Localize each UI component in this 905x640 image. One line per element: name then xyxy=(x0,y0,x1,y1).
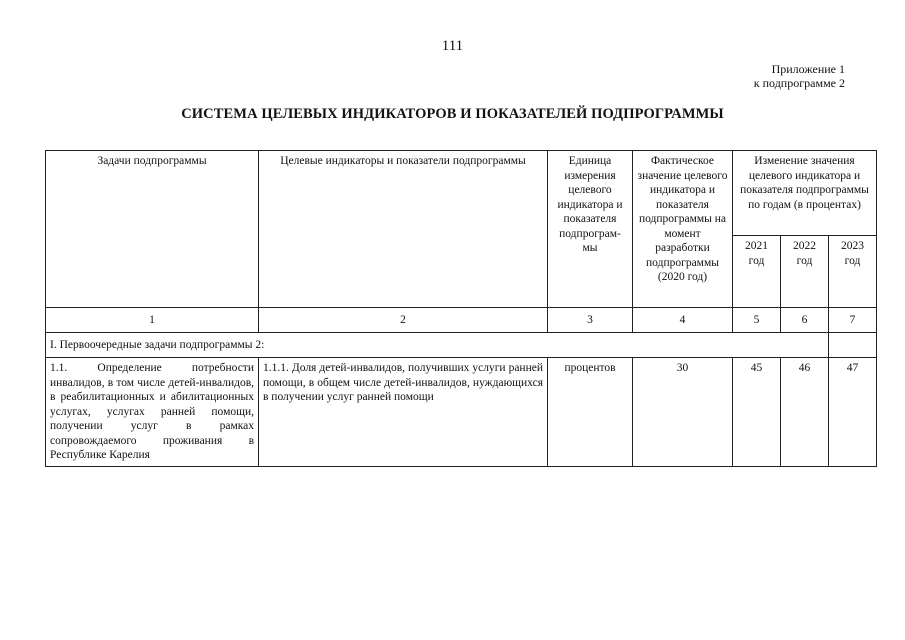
header-year-2023: 2023 год xyxy=(829,236,877,308)
header-change-by-year: Изменение значения целевого индикатора и показателя подпрограммы по годам (в процентах) xyxy=(733,151,877,236)
value-2023-cell: 47 xyxy=(829,358,877,467)
column-number: 3 xyxy=(548,308,633,333)
header-year-2022: 2022 год xyxy=(781,236,829,308)
column-number: 1 xyxy=(46,308,259,333)
section-empty-cell xyxy=(829,333,877,358)
task-cell: 1.1. Определение потребности инвалидов, в том числе детей-инвалидов, в реабилитационных и абилитационных услугах, услугах ранней помощи, получении услуг в рамках сопровождаемого проживания в Республике Карелия xyxy=(46,358,259,467)
column-number: 2 xyxy=(259,308,548,333)
unit-cell: процентов xyxy=(548,358,633,467)
header-unit: Единица измерения целевого индикатора и показателя подпрограм-мы xyxy=(548,151,633,308)
section-title: I. Первоочередные задачи подпрограммы 2: xyxy=(46,333,829,358)
header-indicators: Целевые индикаторы и показатели подпрограммы xyxy=(259,151,548,308)
header-tasks: Задачи подпрограммы xyxy=(46,151,259,308)
table-row xyxy=(46,358,877,467)
actual-value-cell: 30 xyxy=(633,358,733,467)
column-number: 6 xyxy=(781,308,829,333)
section-row xyxy=(46,333,877,358)
value-2021-cell: 45 xyxy=(733,358,781,467)
page-number: 111 xyxy=(441,38,464,54)
document-title: СИСТЕМА ЦЕЛЕВЫХ ИНДИКАТОРОВ И ПОКАЗАТЕЛЕЙ ПОДПРОГРАММЫ xyxy=(181,106,724,122)
appendix-line-2: к подпрограмме 2 xyxy=(753,76,845,90)
column-number: 7 xyxy=(829,308,877,333)
value-2022-cell: 46 xyxy=(781,358,829,467)
column-number: 5 xyxy=(733,308,781,333)
header-row xyxy=(46,151,877,236)
indicators-table xyxy=(45,150,877,467)
header-year-2021: 2021 год xyxy=(733,236,781,308)
column-numbers-row xyxy=(46,308,877,333)
header-actual-value: Фактическое значение целевого индикатора и показателя подпрограммы на момент разработки подпрограммы (2020 год) xyxy=(633,151,733,308)
indicator-cell: 1.1.1. Доля детей-инвалидов, получивших услуги ранней помощи, в общем числе детей-инвалидов, нуждающихся в получении услуг ранней помощи xyxy=(259,358,548,467)
column-number: 4 xyxy=(633,308,733,333)
appendix-note xyxy=(754,62,845,90)
appendix-line-1: Приложение 1 xyxy=(771,62,845,76)
